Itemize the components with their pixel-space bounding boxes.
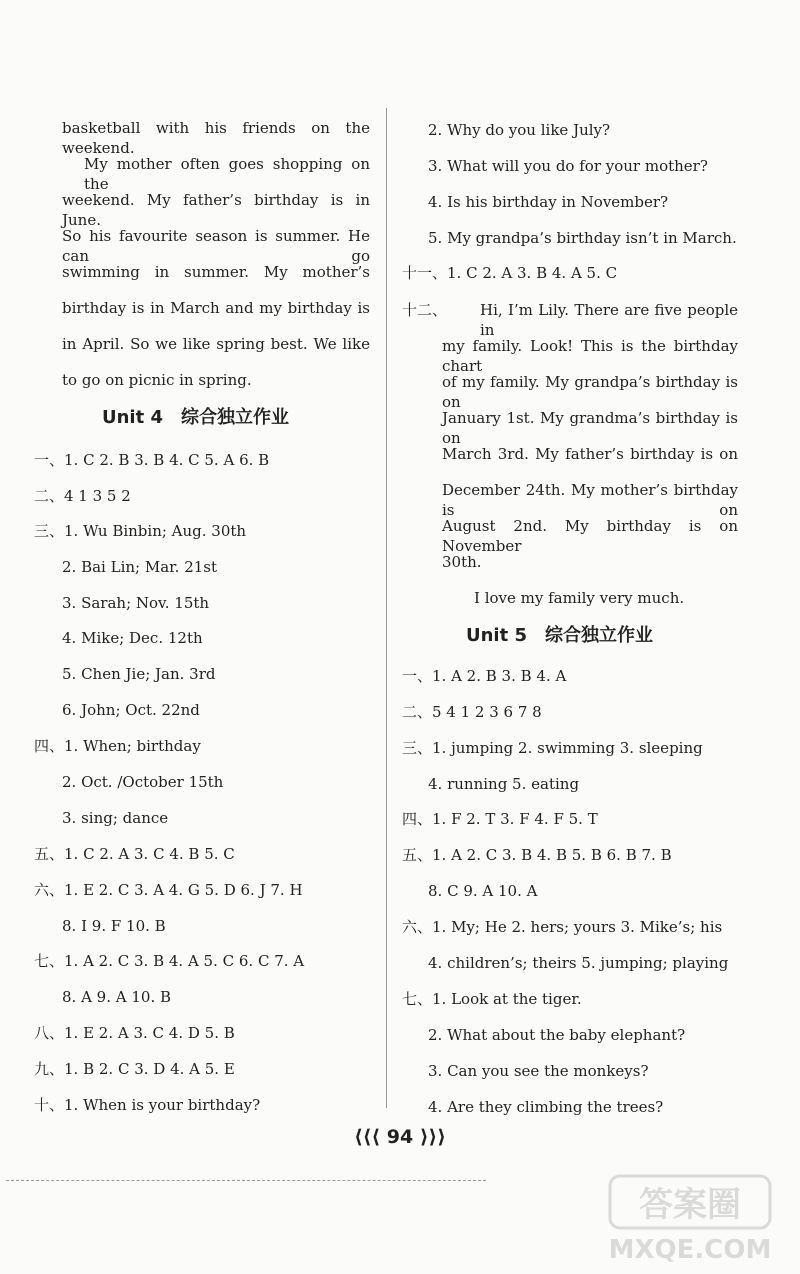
answer-line: 十、1. When is your birthday? [34, 1096, 261, 1114]
page-number-right-bracket: ⟩⟩⟩ [413, 1126, 446, 1148]
answer-line: 十二、 [402, 301, 448, 319]
answer-line: 一、1. C 2. B 3. B 4. C 5. A 6. B [34, 451, 270, 469]
answer-line: 十一、1. C 2. A 3. B 4. A 5. C [402, 264, 618, 282]
svg-text:MXQE.COM: MXQE.COM [608, 1235, 772, 1265]
answer-line: 2. Oct. /October 15th [62, 773, 224, 791]
passage-line: August 2nd. My birthday is on November [442, 517, 738, 555]
passage-line: March 3rd. My father’s birthday is on [442, 445, 738, 463]
answer-line: 八、1. E 2. A 3. C 4. D 5. B [34, 1024, 235, 1042]
passage-line: in April. So we like spring best. We like [62, 335, 370, 353]
answer-line: 四、1. When; birthday [34, 737, 201, 755]
answer-line: 七、1. A 2. C 3. B 4. A 5. C 6. C 7. A [34, 952, 305, 970]
passage-line: of my family. My grandpa’s birthday is on [442, 373, 738, 411]
answer-line: 3. Sarah; Nov. 15th [62, 594, 210, 612]
answer-line: 五、1. C 2. A 3. C 4. B 5. C [34, 845, 235, 863]
answer-line: 5. My grandpa’s birthday isn’t in March. [428, 229, 737, 247]
answer-line: 2. Why do you like July? [428, 121, 611, 139]
answer-line: 4. Is his birthday in November? [428, 193, 669, 211]
answer-line: 2. What about the baby elephant? [428, 1026, 686, 1044]
answer-line: 4. running 5. eating [428, 775, 580, 793]
answer-line: 8. C 9. A 10. A [428, 882, 538, 900]
answer-line: 六、1. E 2. C 3. A 4. G 5. D 6. J 7. H [34, 881, 303, 899]
passage-line: basketball with his friends on the weekend. [62, 119, 370, 157]
footer-rule [6, 1180, 486, 1181]
answer-line: 三、1. jumping 2. swimming 3. sleeping [402, 739, 703, 757]
answer-line: 二、5 4 1 2 3 6 7 8 [402, 703, 542, 721]
unit-title: Unit 5 [466, 625, 527, 646]
unit-subtitle: 综合独立作业 [545, 625, 653, 646]
passage-line: Hi, I’m Lily. There are five people in [480, 301, 738, 339]
answer-line: 3. What will you do for your mother? [428, 157, 708, 175]
svg-text:答案圈: 答案圈 [639, 1185, 741, 1225]
answer-line: 3. sing; dance [62, 809, 169, 827]
watermark-logo [590, 1170, 790, 1266]
answer-line: 三、1. Wu Binbin; Aug. 30th [34, 522, 247, 540]
answer-line: 8. I 9. F 10. B [62, 917, 166, 935]
answer-line: 七、1. Look at the tiger. [402, 990, 582, 1008]
passage-line: weekend. My father’s birthday is in June. [62, 191, 370, 229]
passage-line: I love my family very much. [474, 589, 685, 607]
answer-line: 一、1. A 2. B 3. B 4. A [402, 667, 567, 685]
unit-heading [466, 624, 653, 648]
passage-line: birthday is in March and my birthday is [62, 299, 370, 317]
page-number-value: 94 [386, 1126, 414, 1148]
column-divider [386, 108, 387, 1108]
passage-line: My mother often goes shopping on the [84, 155, 370, 193]
answer-line: 九、1. B 2. C 3. D 4. A 5. E [34, 1060, 235, 1078]
answer-line: 4. children’s; theirs 5. jumping; playing [428, 954, 729, 972]
unit-heading [102, 406, 289, 430]
answer-line: 4. Are they climbing the trees? [428, 1098, 664, 1116]
answer-line: 六、1. My; He 2. hers; yours 3. Mike’s; his [402, 918, 723, 936]
answer-line: 8. A 9. A 10. B [62, 988, 172, 1006]
passage-line: to go on picnic in spring. [62, 371, 252, 389]
answer-line: 5. Chen Jie; Jan. 3rd [62, 665, 216, 683]
unit-title: Unit 4 [102, 407, 163, 428]
unit-subtitle: 综合独立作业 [181, 407, 289, 428]
passage-line: 30th. [442, 553, 482, 571]
page-number [0, 1126, 800, 1148]
answer-line: 2. Bai Lin; Mar. 21st [62, 558, 218, 576]
answer-line: 四、1. F 2. T 3. F 4. F 5. T [402, 810, 598, 828]
passage-line: So his favourite season is summer. He can go [62, 227, 370, 265]
page-number-left-bracket: ⟨⟨⟨ [354, 1126, 387, 1148]
passage-line: swimming in summer. My mother’s [62, 263, 370, 281]
passage-line: January 1st. My grandma’s birthday is on [442, 409, 738, 447]
answer-line: 二、4 1 3 5 2 [34, 487, 131, 505]
passage-line: my family. Look! This is the birthday chart [442, 337, 738, 375]
answer-line: 五、1. A 2. C 3. B 4. B 5. B 6. B 7. B [402, 846, 672, 864]
passage-line: December 24th. My mother’s birthday is on [442, 481, 738, 519]
answer-line: 4. Mike; Dec. 12th [62, 629, 203, 647]
answer-line: 3. Can you see the monkeys? [428, 1062, 649, 1080]
answer-line: 6. John; Oct. 22nd [62, 701, 200, 719]
